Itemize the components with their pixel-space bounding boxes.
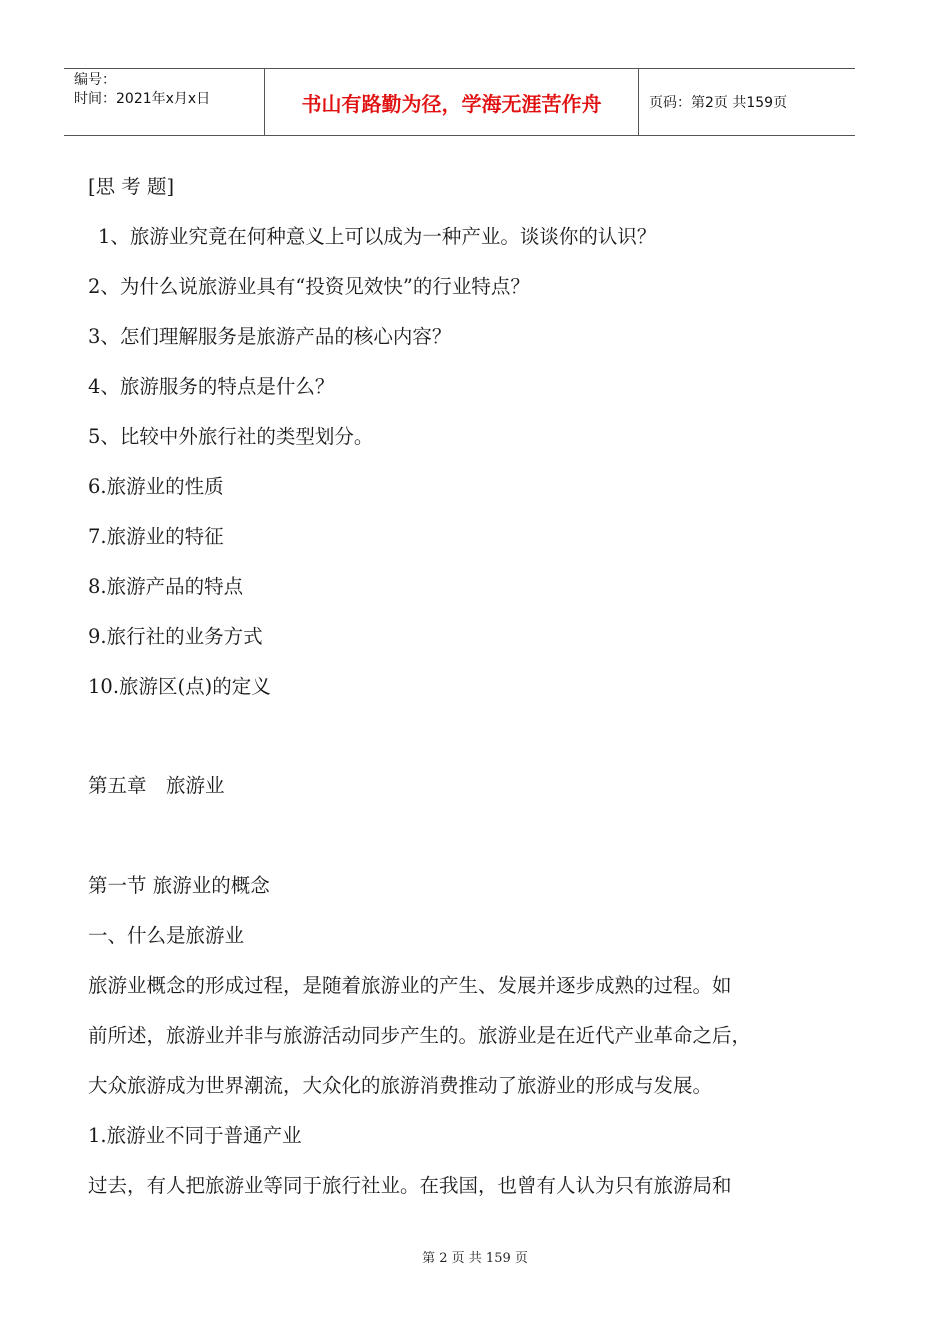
header-meta	[64, 69, 265, 135]
question-6: 6.旅游业的性质	[88, 475, 224, 498]
page-header	[64, 68, 855, 136]
question-1: 1、旅游业究竟在何种意义上可以成为一种产业。谈谈你的认识？	[98, 225, 657, 248]
question-7: 7.旅游业的特征	[88, 525, 224, 548]
page-footer: 第 2 页 共 159 页	[422, 1251, 528, 1266]
subsection-title: 一、什么是旅游业	[88, 924, 245, 947]
time-label: 时间：2021年x月x日	[74, 91, 211, 107]
question-8: 8.旅游产品的特点	[88, 575, 244, 598]
question-9: 9.旅行社的业务方式	[88, 625, 263, 648]
question-2: 2、为什么说旅游业具有“投资见效快”的行业特点？	[88, 275, 530, 298]
number-label: 编号：	[74, 72, 116, 88]
paragraph-line: 大众旅游成为世界潮流，大众化的旅游消费推动了旅游业的形成与发展。	[88, 1074, 713, 1097]
header-motto: 书山有路勤为径，学海无涯苦作舟	[265, 69, 639, 135]
question-5: 5、比较中外旅行社的类型划分。	[88, 425, 374, 448]
subheading-line: 1.旅游业不同于普通产业	[88, 1124, 302, 1147]
paragraph-line: 前所述，旅游业并非与旅游活动同步产生的。旅游业是在近代产业革命之后，	[88, 1024, 752, 1047]
question-3: 3、怎们理解服务是旅游产品的核心内容？	[88, 325, 452, 348]
question-10: 10.旅游区(点)的定义	[88, 675, 271, 698]
paragraph-line: 过去，有人把旅游业等同于旅行社业。在我国，也曾有人认为只有旅游局和	[88, 1174, 732, 1197]
paragraph-line: 旅游业概念的形成过程，是随着旅游业的产生、发展并逐步成熟的过程。如	[88, 974, 732, 997]
chapter-title: 第五章 旅游业	[88, 774, 225, 797]
header-page-label: 页码：第2页 共159页	[649, 95, 788, 111]
question-4: 4、旅游服务的特点是什么？	[88, 375, 335, 398]
section-heading: [思 考 题]	[88, 175, 175, 198]
section-title: 第一节 旅游业的概念	[88, 874, 270, 897]
